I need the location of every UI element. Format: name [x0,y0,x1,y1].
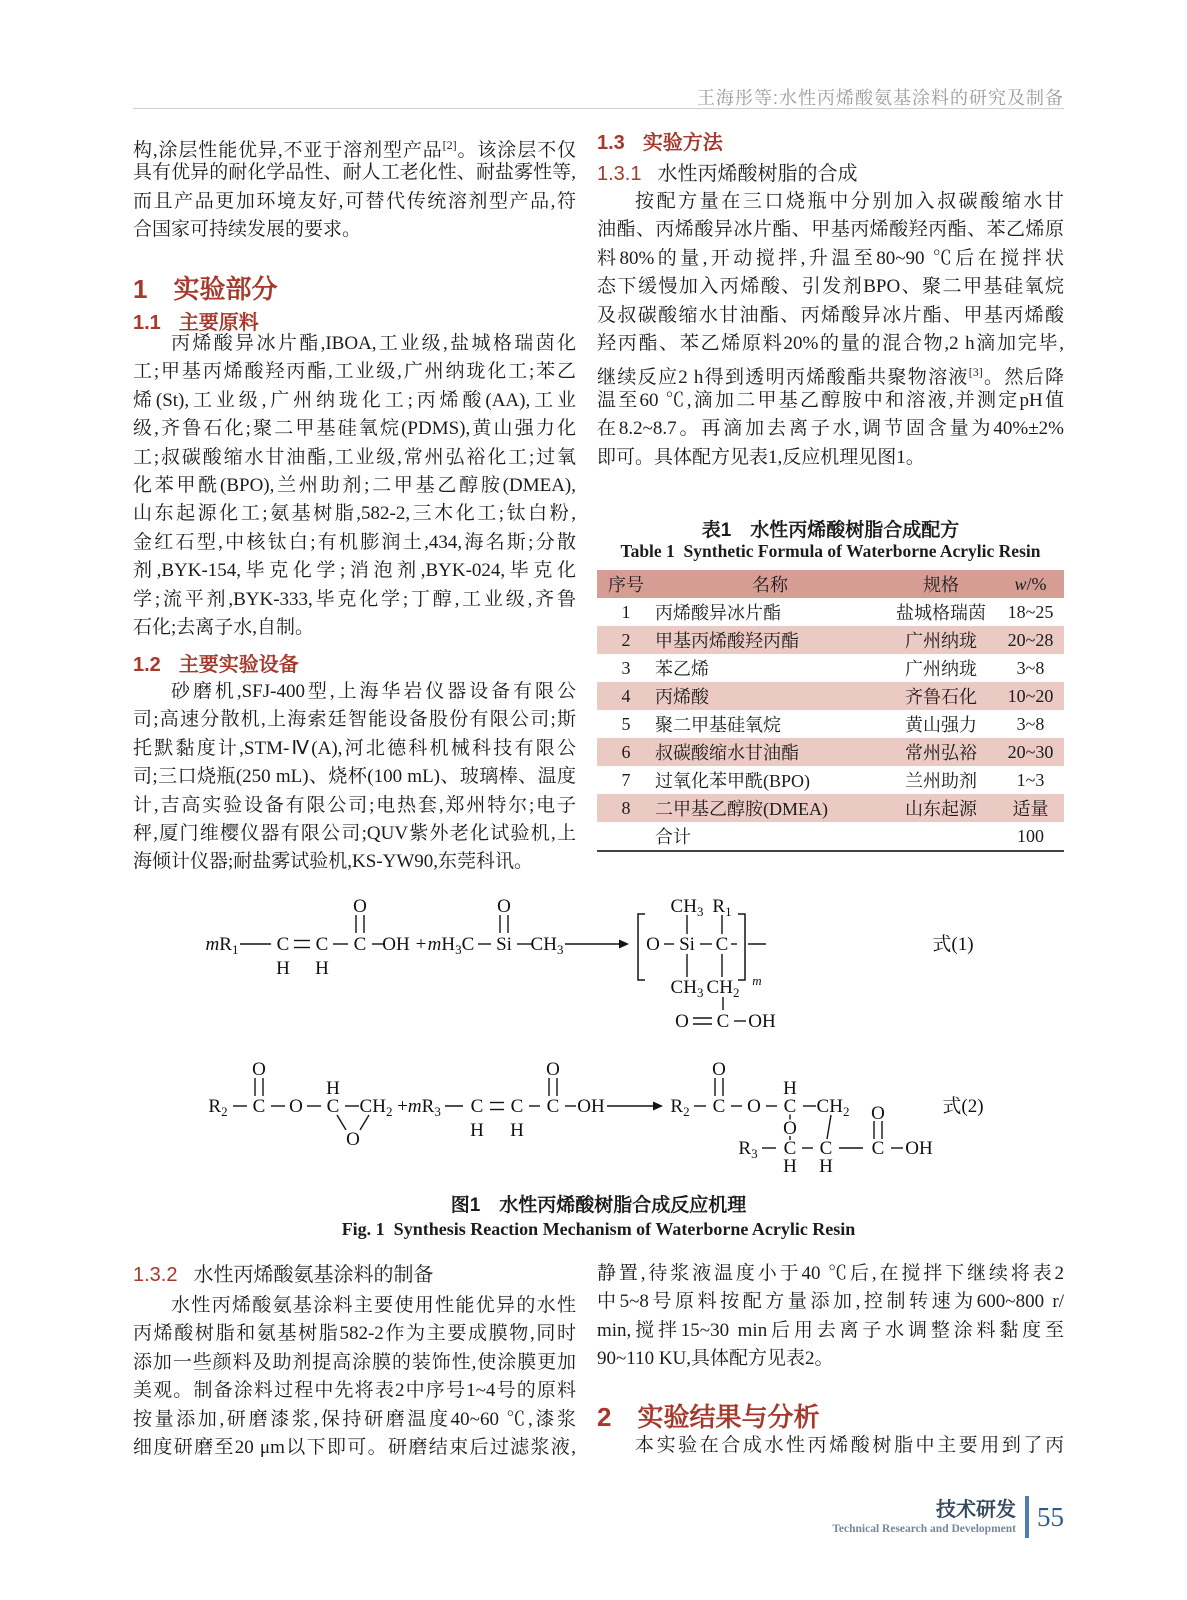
section-title: 主要原料 [178,312,259,334]
formula-1-equation [133,888,1068,1050]
svg-text:mR1: $mR_1$ [205,933,239,957]
svg-text:OH: OH [748,1010,776,1032]
section-heading-2 [597,1400,1064,1434]
section-number: 1.2 [133,654,161,676]
svg-text:H: H [470,1119,484,1141]
table-1-title-cn: 表1 水性丙烯酸树脂合成配方 [701,520,960,541]
section-title: 水性丙烯酸氨基涂料的制备 [193,1264,434,1286]
svg-text:C: C [252,1095,266,1117]
svg-text:C: C [326,1095,340,1117]
svg-text:OH: OH [905,1137,933,1159]
running-head: 王海彤等:水性丙烯酸氨基涂料的研究及制备 [697,88,1064,108]
table-1-title-en: Table 1 Synthetic Formula of Waterborne Acrylic Resin [620,541,1041,561]
svg-text:CH2: $CH_2$ [816,1095,850,1119]
svg-text:R1: $R_1$ [712,895,732,919]
section-number: 1 [133,274,148,304]
section-number: 2 [597,1402,612,1432]
section-title: 实验部分 [173,274,278,304]
section-heading-1-3-2 [133,1262,576,1288]
paragraph-prep-left: 水性丙烯酸氨基涂料主要使用性能优异的水性 丙烯酸树脂和氨基树脂582-2作为主要成膜物,同时 添加一些颜料及助剂提高涂膜的装饰性,使涂膜更加 美观。制备涂料过程中先将表2中序号1~4号的原料 按量添加,研磨漆浆,保持研磨温度40~60 ℃,漆浆 细度研磨至20 μm以下即可。研磨结束后过滤浆液, [133,1295,576,1458]
svg-text:O: O [712,1058,726,1080]
svg-text:O: O [353,895,367,917]
svg-text:CH3: $CH_3$ [670,895,704,919]
svg-text:O: O [546,1058,560,1080]
svg-text:O: O [497,895,511,917]
svg-text:H: H [315,957,329,979]
svg-text:O: O [675,1010,689,1032]
svg-text:Si: Si [496,933,512,955]
svg-text:C: C [276,933,290,955]
svg-text:CH2: $CH_2$ [359,1095,393,1119]
paragraph-intro: 构,涂层性能优异,不亚于溶剂型产品[2]。该涂层不仅 具有优异的耐化学品性、耐人工老化性、耐盐雾性等, 而且产品更加环境友好,可替代传统溶剂型产品,符 合国家可持续发展的要求。 [133,138,576,241]
figure-1-caption-cn: 图1 水性丙烯酸树脂合成反应机理 [450,1195,747,1216]
section-heading-1 [133,272,576,306]
svg-text:O: O [252,1058,266,1080]
page-number: 55 [1037,1501,1064,1532]
svg-text:+mR3: $+mR_3$ [397,1095,441,1119]
formula-2-equation [133,1053,1068,1185]
svg-text:式(2): 式(2) [942,1095,984,1117]
paragraph-equipment: 砂磨机,SFJ-400型,上海华岩仪器设备有限公 司;高速分散机,上海索廷智能设备股份有限公司;斯 托默黏度计,STM-Ⅳ(A),河北德科机械科技有限公 司;三口烧瓶(250 mL)、烧杯(100 mL)、玻璃棒、温度 计,吉高实验设备有限公司;电热套,郑州特尔;电子 秤,厦门维樱仪器有限公司;QUV紫外老化试验机,上 海倾计仪器;耐盐雾试验机,KS-YW90,东莞科讯。 [133,681,576,873]
section-heading-1-3-1 [597,161,1064,187]
svg-text:O: O [747,1095,761,1117]
paragraph-materials: 丙烯酸异冰片酯,IBOA,工业级,盐城格瑞茵化 工;甲基丙烯酸羟丙酯,工业级,广州纳珑化工;苯乙 烯(St),工业级,广州纳珑化工;丙烯酸(AA),工业 级,齐鲁石化;聚二甲基硅氧烷(PDMS),黄山强力化 工;叔碳酸缩水甘油酯,工业级,常州弘裕化工;过氧 化苯甲酰(BPO),兰州助剂;二甲基乙醇胺(DMEA), 山东起源化工;氨基树脂,582-2,三木化工;钛白粉, 金红石型,中核钛白;有机膨润土,434,海名斯;分散 剂,BYK-154,毕克化学;消泡剂,BYK-024,毕克化 学;流平剂,BYK-333,毕克化学;丁醇,工业级,齐鲁 石化;去离子水,自制。 [133,333,576,638]
svg-text:O: O [871,1102,885,1124]
svg-text:式(1): 式(1) [932,933,974,955]
svg-text:H: H [276,957,290,979]
section-number: 1.1 [133,312,161,334]
svg-text:C: C [353,933,367,955]
table-1: 序号 名称 规格 w/% 1 丙烯酸异冰片酯 盐城格瑞茵 18~25 2 甲基丙烯酸羟丙酯 广州纳珑 20~28 3 苯乙烯 广州纳珑 3~8 4 丙烯酸 齐鲁石化 10~20 5 聚二甲基硅氧烷 黄山强力 3~8 6 叔碳酸缩水甘油酯 常州弘裕 20~30 7 过氧化苯甲酰(BPO) 兰州助剂 1~3 8 二甲基乙醇胺(DMEA) 山东起源 适量 合计 100 [597,570,1064,852]
svg-text:C: C [819,1137,833,1159]
svg-text:C: C [783,1095,797,1117]
svg-text:C: C [315,933,329,955]
footer-section-cn: 技术研发 [936,1499,1016,1521]
svg-text:OH: OH [577,1095,605,1117]
svg-text:H: H [783,1077,797,1099]
paragraph-results-intro: 本实验在合成水性丙烯酸树脂中主要用到了丙 [635,1435,1064,1456]
svg-text:OH: OH [382,933,410,955]
svg-text:R2: $R_2$ [670,1095,690,1119]
section-number: 1.3 [597,132,625,154]
svg-text:mH3C: $mH_3C$ [427,933,475,957]
svg-text:O: O [646,933,660,955]
page-footer [564,1496,1064,1538]
svg-text:H: H [819,1155,833,1177]
svg-text:CH3: $CH_3$ [670,976,704,1000]
svg-text:H: H [510,1119,524,1141]
svg-text:R2: $R_2$ [208,1095,228,1119]
figure-1-caption-en: Fig. 1 Synthesis Reaction Mechanism of Waterborne Acrylic Resin [341,1219,856,1239]
paragraph-prep-right: 静置,待浆液温度小于40 ℃后,在搅拌下继续将表2 中5~8号原料按配方量添加,控制转速为600~800 r/ min,搅拌15~30 min后用去离子水调整涂料黏度至 90~110 KU,具体配方见表2。 [597,1263,1064,1370]
svg-text:C: C [715,933,729,955]
svg-text:CH2: $CH_2$ [706,976,740,1000]
section-title: 水性丙烯酸树脂的合成 [657,163,858,185]
footer-section-en: Technical Research and Development [832,1523,1016,1535]
section-heading-1-2 [133,652,576,678]
svg-text:O: O [783,1117,797,1139]
section-title: 实验结果与分析 [637,1402,820,1432]
header-rule [133,108,1064,109]
svg-text:+: + [415,933,427,955]
svg-text:C: C [716,1010,730,1032]
svg-text:C: C [712,1095,726,1117]
svg-text:C: C [783,1137,797,1159]
section-title: 实验方法 [642,132,723,154]
svg-text:Si: Si [679,933,695,955]
svg-text:R3: $R_3$ [738,1137,758,1161]
svg-text:H: H [326,1077,340,1099]
svg-text:C: C [470,1095,484,1117]
svg-text:m: m [752,972,762,988]
svg-text:O: O [289,1095,303,1117]
section-heading-1-3 [597,130,1064,156]
svg-text:C: C [871,1137,885,1159]
section-number: 1.3.2 [133,1264,178,1286]
svg-text:CH3: $CH_3$ [530,933,564,957]
footer-divider-bar [1025,1496,1029,1538]
footer-section [832,1498,1016,1536]
svg-text:O: O [346,1128,360,1150]
section-number: 1.3.1 [597,163,642,185]
svg-text:H: H [783,1155,797,1177]
svg-text:C: C [546,1095,560,1117]
paragraph-synthesis: 按配方量在三口烧瓶中分别加入叔碳酸缩水甘 油酯、丙烯酸异冰片酯、甲基丙烯酸羟丙酯、苯乙烯原 料80%的量,开动搅拌,升温至80~90 ℃后在搅拌状 态下缓慢加入丙烯酸、引发剂BPO、聚二甲基硅氧烷 及叔碳酸缩水甘油酯、丙烯酸异冰片酯、甲基丙烯酸 羟丙酯、苯乙烯原料20%的量的混合物,2 h滴加完毕, 继续反应2 h得到透明丙烯酸酯共聚物溶液[3]。然后降 温至60 ℃,滴加二甲基乙醇胺中和溶液,并测定pH值 在8.2~8.7。再滴加去离子水,调节固含量为40%±2% 即可。具体配方见表1,反应机理见图1。 [597,191,1064,468]
section-title: 主要实验设备 [178,654,299,676]
svg-text:C: C [510,1095,524,1117]
